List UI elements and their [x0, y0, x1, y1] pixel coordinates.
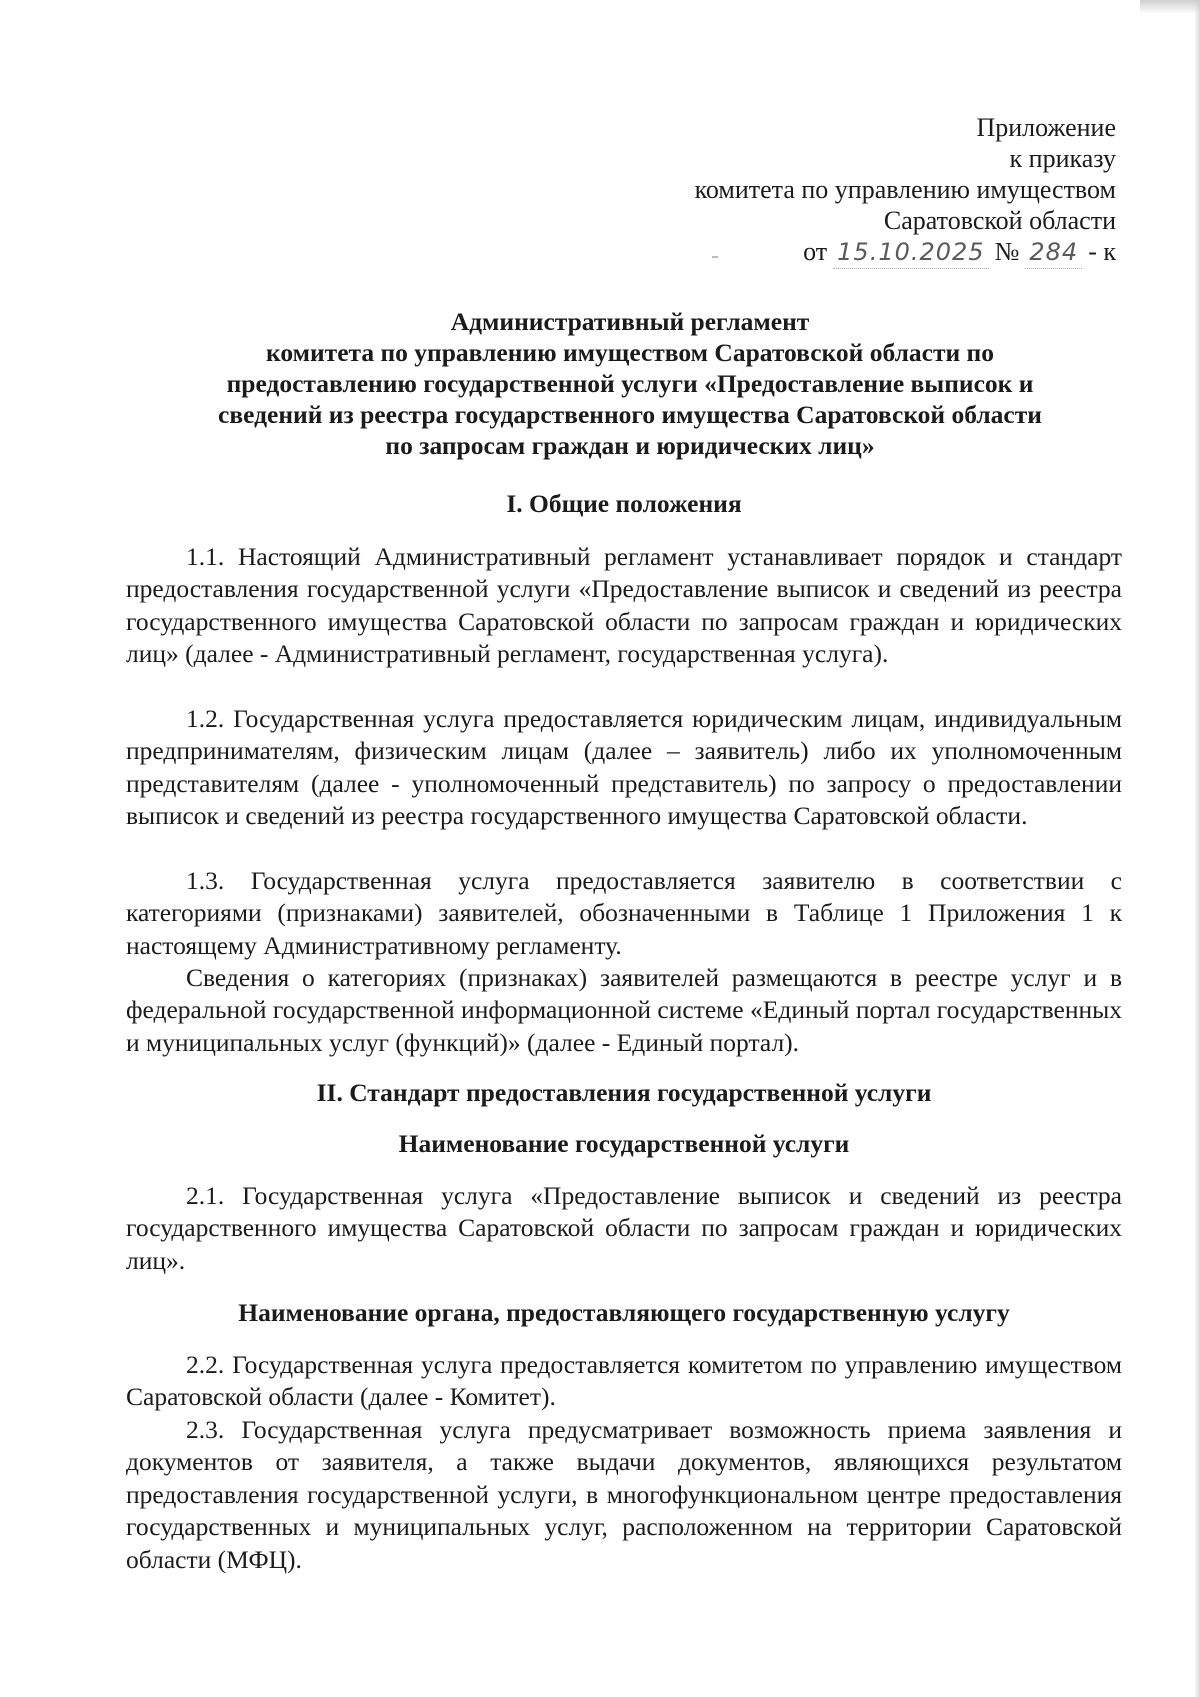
subheading-service-name: Наименование государственной услуги — [398, 1129, 850, 1158]
title-line-4: сведений из реестра государственного имущества Саратовской области — [218, 400, 1042, 429]
number-prefix: № — [994, 237, 1020, 266]
paragraph-1-2: 1.2. Государственная услуга предоставляется юридическим лицам, индивидуальным предпринимателям, физическим лицам (далее – заявитель) либо их уполномоченным представителям (далее - уполномоченный представитель) по запросу о предоставлении выписок и сведений из реестра государственного имущества Саратовской области. — [126, 704, 1122, 831]
handwritten-date: 15.10.2025 — [833, 237, 988, 269]
approval-line-order: к приказу — [1009, 144, 1116, 173]
approval-line-appendix: Приложение — [976, 113, 1116, 142]
paragraph-2-2: 2.2. Государственная услуга предоставляется комитетом по управлению имуществом Саратовской области (далее - Комитет). — [126, 1350, 1122, 1412]
subheading-providing-organ: Наименование органа, предоставляющего государственную услугу — [238, 1298, 1010, 1327]
title-line-1: Административный регламент — [450, 307, 810, 336]
date-prefix: от — [803, 237, 828, 266]
paragraph-1-3: 1.3. Государственная услуга предоставляется заявителю в соответствии с категориями (признаками) заявителей, обозначенными в Таблице 1 Приложения 1 к настоящему Административному регламенту. — [126, 866, 1122, 960]
approval-block — [695, 112, 1116, 269]
title-line-3: предоставлению государственной услуги «Предоставление выписок и — [226, 369, 1034, 398]
approval-date-line — [803, 236, 1116, 269]
number-suffix: - к — [1088, 237, 1116, 266]
approval-line-committee: комитета по управлению имуществом — [694, 175, 1116, 204]
section-heading-standard: II. Стандарт предоставления государственной услуги — [316, 1078, 932, 1107]
handwritten-number: 284 — [1025, 237, 1082, 269]
paragraph-1-1: 1.1. Настоящий Административный регламент устанавливает порядок и стандарт предоставления государственной услуги «Предоставление выписок и сведений из реестра государственного имущества Саратовской области по запросам граждан и юридических лиц» (далее - Административный регламент, государственная услуга). — [126, 542, 1122, 669]
paragraph-2-3: 2.3. Государственная услуга предусматривает возможность приема заявления и документов от заявителя, а также выдачи документов, являющихся результатом предоставления государственной услуги, в многофункциональном центре предоставления государственных и муниципальных услуг, расположенном на территории Саратовской области (МФЦ). — [126, 1415, 1122, 1574]
paragraph-1-3-info: Сведения о категориях (признаках) заявителей размещаются в реестре услуг и в федеральной государственной информационной системе «Единый портал государственных и муниципальных услуг (функций)» (далее - Единый портал). — [126, 963, 1122, 1057]
scan-artifact — [712, 256, 718, 258]
scan-corner-shadow — [1140, 0, 1200, 14]
scan-edge-shadow — [1194, 0, 1200, 1697]
document-title — [150, 306, 1110, 461]
section-heading-general: I. Общие положения — [506, 489, 742, 518]
approval-line-region: Саратовской области — [883, 206, 1116, 235]
paragraph-2-1: 2.1. Государственная услуга «Предоставление выписок и сведений из реестра государственного имущества Саратовской области по запросам граждан и юридических лиц». — [126, 1181, 1122, 1275]
title-line-5: по запросам граждан и юридических лиц» — [385, 431, 875, 460]
title-line-2: комитета по управлению имуществом Саратовской области по — [266, 338, 994, 367]
